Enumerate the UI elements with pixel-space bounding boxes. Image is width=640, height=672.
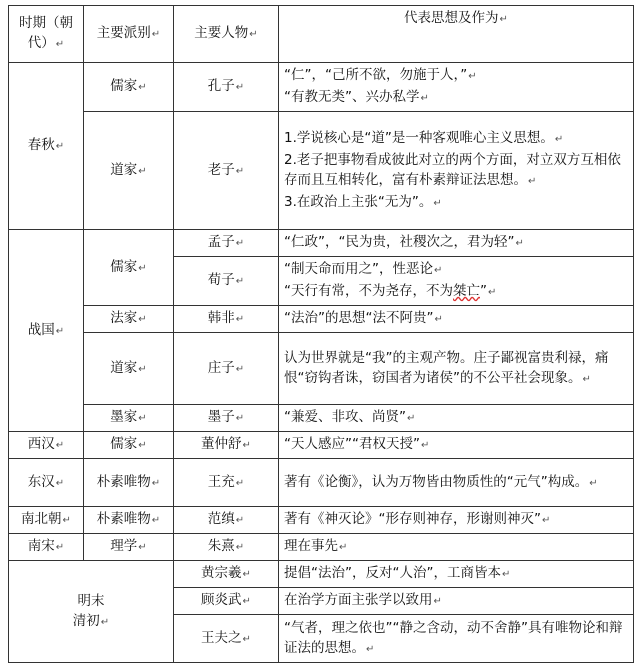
header-figure: 主要人物↵	[174, 6, 279, 63]
school-cell: 理学↵	[84, 534, 174, 561]
era-cell: 东汉↵	[9, 459, 84, 507]
table-row	[9, 63, 634, 112]
school-cell: 儒家↵	[84, 432, 174, 459]
person-cell: 老子↵	[174, 112, 279, 230]
school-cell: 墨家↵	[84, 405, 174, 432]
thought-cell: “制天命而用之”，性恶论↵ “天行有常，不为尧存，不为桀亡”↵	[279, 257, 634, 306]
thought-cell: 著有《神灭论》“形存则神存，形谢则神灭”↵	[279, 507, 634, 534]
header-row	[9, 6, 634, 63]
thought-cell: 认为世界就是“我”的主观产物。庄子鄙视富贵利禄，痛恨“窃钩者诛，窃国者为诸侯”的不公平社会现象。↵	[279, 333, 634, 405]
person-cell: 王夫之↵	[174, 615, 279, 663]
table-row	[9, 507, 634, 534]
person-cell: 孔子↵	[174, 63, 279, 112]
thought-cell: 著有《论衡》，认为万物皆由物质性的“元气”构成。↵	[279, 459, 634, 507]
school-cell: 朴素唯物↵	[84, 459, 174, 507]
school-cell: 儒家↵	[84, 63, 174, 112]
table-row	[9, 432, 634, 459]
thought-cell: 理在事先↵	[279, 534, 634, 561]
era-cell: 南宋↵	[9, 534, 84, 561]
table-row	[9, 405, 634, 432]
header-period: 时期（朝代）↵	[9, 6, 84, 63]
thought-cell: 提倡“法治”，反对“人治”，工商皆本↵	[279, 561, 634, 588]
school-cell: 儒家↵	[84, 230, 174, 306]
table-row	[9, 333, 634, 405]
table-row	[9, 230, 634, 257]
person-cell: 庄子↵	[174, 333, 279, 405]
person-cell: 孟子↵	[174, 230, 279, 257]
era-cell: 春秋↵	[9, 63, 84, 230]
thought-cell: “法治”的思想“法不阿贵”↵	[279, 306, 634, 333]
thought-cell: 1.学说核心是“道”是一种客观唯心主义思想。↵ 2.老子把事物看成彼此对立的两个方面，对立双方互相依存而且互相转化，富有朴素辩证法思想。↵ 3.在政治上主张“无为”。↵	[279, 112, 634, 230]
person-cell: 荀子↵	[174, 257, 279, 306]
school-cell: 朴素唯物↵	[84, 507, 174, 534]
thought-cell: “天人感应”“君权天授”↵	[279, 432, 634, 459]
era-cell: 战国↵	[9, 230, 84, 432]
era-cell: 西汉↵	[9, 432, 84, 459]
philosophy-table	[8, 5, 634, 663]
person-cell: 黄宗羲↵	[174, 561, 279, 588]
school-cell: 道家↵	[84, 333, 174, 405]
person-cell: 王充↵	[174, 459, 279, 507]
table-row	[9, 459, 634, 507]
person-cell: 墨子↵	[174, 405, 279, 432]
person-cell: 范缜↵	[174, 507, 279, 534]
thought-cell: “仁政”，“民为贵，社稷次之，君为轻”↵	[279, 230, 634, 257]
thought-cell: “兼爱、非攻、尚贤”↵	[279, 405, 634, 432]
thought-cell: “气者，理之依也”“静之含动，动不舍静”具有唯物论和辩证法的思想。↵	[279, 615, 634, 663]
table-row	[9, 306, 634, 333]
school-cell: 道家↵	[84, 112, 174, 230]
thought-cell: 在治学方面主张学以致用↵	[279, 588, 634, 615]
person-cell: 顾炎武↵	[174, 588, 279, 615]
person-cell: 朱熹↵	[174, 534, 279, 561]
era-cell: 明末 清初↵	[9, 561, 174, 663]
person-cell: 董仲舒↵	[174, 432, 279, 459]
person-cell: 韩非↵	[174, 306, 279, 333]
era-cell: 南北朝↵	[9, 507, 84, 534]
thought-cell: “仁”，“己所不欲，勿施于人，”↵ “有教无类”、兴办私学↵	[279, 63, 634, 112]
table-row	[9, 534, 634, 561]
header-thought: 代表思想及作为↵	[279, 6, 634, 63]
table-row	[9, 561, 634, 588]
table-row	[9, 112, 634, 230]
school-cell: 法家↵	[84, 306, 174, 333]
header-school: 主要派别↵	[84, 6, 174, 63]
